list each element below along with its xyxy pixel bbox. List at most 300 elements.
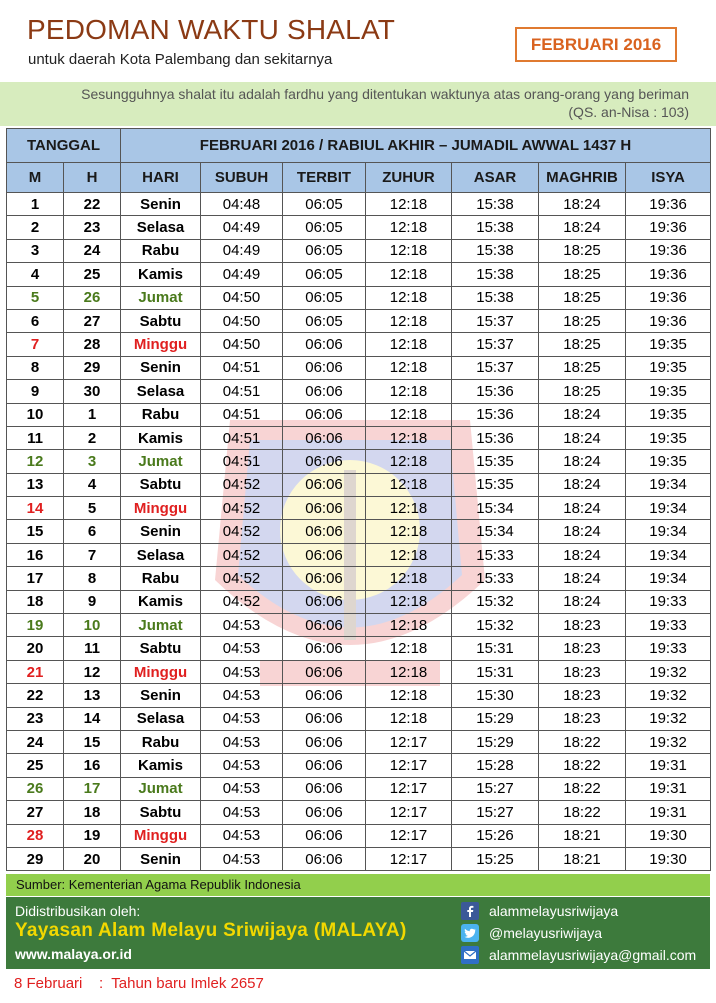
cell-maghrib: 18:24: [539, 216, 626, 239]
cell-terbit: 06:06: [283, 543, 366, 566]
cell-terbit: 06:06: [283, 777, 366, 800]
cell-m: 2: [7, 216, 64, 239]
cell-zuhur: 12:18: [366, 309, 452, 332]
table-row: [7, 754, 711, 777]
cell-maghrib: 18:24: [539, 590, 626, 613]
email-address: alammelayusriwijaya@gmail.com: [489, 947, 697, 963]
cell-zuhur: 12:18: [366, 380, 452, 403]
cell-terbit: 06:06: [283, 824, 366, 847]
cell-m: 15: [7, 520, 64, 543]
cell-terbit: 06:05: [283, 309, 366, 332]
cell-m: 27: [7, 801, 64, 824]
cell-h: 6: [64, 520, 121, 543]
cell-isya: 19:34: [626, 543, 711, 566]
cell-asar: 15:29: [452, 707, 539, 730]
cell-isya: 19:32: [626, 730, 711, 753]
cell-m: 7: [7, 333, 64, 356]
cell-subuh: 04:50: [201, 286, 283, 309]
cell-subuh: 04:50: [201, 309, 283, 332]
cell-asar: 15:32: [452, 614, 539, 637]
facebook-icon: [461, 902, 479, 920]
cell-isya: 19:34: [626, 473, 711, 496]
table-row: [7, 730, 711, 753]
header: [0, 0, 716, 82]
tanggal-header: TANGGAL: [7, 129, 121, 163]
cell-m: 26: [7, 777, 64, 800]
twitter-contact[interactable]: [461, 924, 602, 942]
cell-isya: 19:30: [626, 847, 711, 870]
cell-m: 17: [7, 567, 64, 590]
cell-terbit: 06:06: [283, 403, 366, 426]
cell-asar: 15:38: [452, 193, 539, 216]
cell-maghrib: 18:21: [539, 847, 626, 870]
cell-asar: 15:36: [452, 380, 539, 403]
cell-subuh: 04:52: [201, 520, 283, 543]
cell-asar: 15:27: [452, 777, 539, 800]
cell-asar: 15:36: [452, 426, 539, 449]
prayer-schedule-table: [6, 128, 711, 871]
verse-reference: (QS. an-Nisa : 103): [568, 104, 689, 120]
cell-h: 8: [64, 567, 121, 590]
cell-asar: 15:32: [452, 590, 539, 613]
cell-isya: 19:34: [626, 567, 711, 590]
period-header: FEBRUARI 2016 / RABIUL AKHIR – JUMADIL AWWAL 1437 H: [121, 129, 711, 163]
table-row: [7, 520, 711, 543]
column-header-terbit: TERBIT: [283, 163, 366, 193]
cell-asar: 15:38: [452, 239, 539, 262]
cell-h: 27: [64, 309, 121, 332]
column-header-h: H: [64, 163, 121, 193]
cell-subuh: 04:53: [201, 730, 283, 753]
cell-terbit: 06:06: [283, 380, 366, 403]
cell-zuhur: 12:18: [366, 286, 452, 309]
cell-terbit: 06:06: [283, 333, 366, 356]
cell-m: 23: [7, 707, 64, 730]
table-row: [7, 824, 711, 847]
cell-day: Kamis: [121, 590, 201, 613]
cell-asar: 15:38: [452, 216, 539, 239]
cell-h: 11: [64, 637, 121, 660]
cell-maghrib: 18:23: [539, 684, 626, 707]
cell-day: Selasa: [121, 707, 201, 730]
cell-day: Senin: [121, 847, 201, 870]
cell-maghrib: 18:22: [539, 730, 626, 753]
cell-subuh: 04:53: [201, 614, 283, 637]
email-contact[interactable]: [461, 946, 696, 964]
table-row: [7, 380, 711, 403]
cell-m: 21: [7, 660, 64, 683]
footer: [6, 897, 710, 969]
cell-h: 24: [64, 239, 121, 262]
cell-h: 13: [64, 684, 121, 707]
cell-day: Jumat: [121, 614, 201, 637]
cell-asar: 15:36: [452, 403, 539, 426]
cell-terbit: 06:05: [283, 286, 366, 309]
cell-zuhur: 12:18: [366, 450, 452, 473]
cell-subuh: 04:51: [201, 403, 283, 426]
cell-day: Kamis: [121, 263, 201, 286]
cell-terbit: 06:05: [283, 193, 366, 216]
cell-asar: 15:37: [452, 333, 539, 356]
cell-day: Rabu: [121, 239, 201, 262]
cell-m: 18: [7, 590, 64, 613]
cell-m: 4: [7, 263, 64, 286]
cell-subuh: 04:53: [201, 754, 283, 777]
cell-h: 5: [64, 497, 121, 520]
cell-subuh: 04:50: [201, 333, 283, 356]
cell-day: Sabtu: [121, 309, 201, 332]
cell-h: 1: [64, 403, 121, 426]
column-header-hari: HARI: [121, 163, 201, 193]
cell-subuh: 04:53: [201, 801, 283, 824]
cell-subuh: 04:52: [201, 473, 283, 496]
cell-zuhur: 12:18: [366, 520, 452, 543]
cell-day: Minggu: [121, 660, 201, 683]
table-row: [7, 590, 711, 613]
organization-name: Yayasan Alam Melayu Sriwijaya (MALAYA): [15, 920, 407, 941]
cell-subuh: 04:51: [201, 356, 283, 379]
cell-m: 24: [7, 730, 64, 753]
cell-maghrib: 18:24: [539, 426, 626, 449]
cell-subuh: 04:51: [201, 426, 283, 449]
cell-day: Senin: [121, 356, 201, 379]
page-title: PEDOMAN WAKTU SHALAT: [27, 14, 396, 45]
cell-h: 22: [64, 193, 121, 216]
cell-m: 12: [7, 450, 64, 473]
cell-zuhur: 12:18: [366, 193, 452, 216]
cell-isya: 19:32: [626, 660, 711, 683]
table-row: [7, 847, 711, 870]
cell-subuh: 04:51: [201, 450, 283, 473]
cell-m: 22: [7, 684, 64, 707]
cell-terbit: 06:06: [283, 637, 366, 660]
cell-asar: 15:38: [452, 263, 539, 286]
cell-subuh: 04:49: [201, 239, 283, 262]
cell-zuhur: 12:17: [366, 754, 452, 777]
cell-asar: 15:37: [452, 309, 539, 332]
cell-subuh: 04:52: [201, 543, 283, 566]
column-header-row: [7, 163, 711, 193]
cell-zuhur: 12:17: [366, 777, 452, 800]
table-row: [7, 660, 711, 683]
cell-isya: 19:32: [626, 684, 711, 707]
cell-h: 20: [64, 847, 121, 870]
cell-maghrib: 18:25: [539, 263, 626, 286]
cell-terbit: 06:06: [283, 426, 366, 449]
cell-isya: 19:35: [626, 403, 711, 426]
cell-m: 9: [7, 380, 64, 403]
cell-isya: 19:31: [626, 801, 711, 824]
cell-day: Jumat: [121, 450, 201, 473]
table-row: [7, 543, 711, 566]
cell-isya: 19:33: [626, 590, 711, 613]
table-row: [7, 356, 711, 379]
cell-asar: 15:29: [452, 730, 539, 753]
cell-subuh: 04:53: [201, 777, 283, 800]
cell-m: 13: [7, 473, 64, 496]
cell-m: 1: [7, 193, 64, 216]
cell-maghrib: 18:24: [539, 520, 626, 543]
cell-asar: 15:26: [452, 824, 539, 847]
cell-zuhur: 12:18: [366, 590, 452, 613]
cell-subuh: 04:52: [201, 497, 283, 520]
table-row: [7, 497, 711, 520]
cell-isya: 19:35: [626, 426, 711, 449]
cell-maghrib: 18:24: [539, 473, 626, 496]
cell-isya: 19:36: [626, 263, 711, 286]
facebook-contact[interactable]: [461, 902, 618, 920]
cell-h: 10: [64, 614, 121, 637]
cell-terbit: 06:06: [283, 567, 366, 590]
cell-subuh: 04:53: [201, 847, 283, 870]
cell-maghrib: 18:24: [539, 450, 626, 473]
cell-subuh: 04:53: [201, 824, 283, 847]
cell-maghrib: 18:23: [539, 660, 626, 683]
table-row: [7, 450, 711, 473]
cell-day: Sabtu: [121, 637, 201, 660]
cell-asar: 15:33: [452, 567, 539, 590]
cell-zuhur: 12:18: [366, 403, 452, 426]
cell-isya: 19:31: [626, 777, 711, 800]
distributed-by-label: Didistribusikan oleh:: [15, 903, 141, 919]
cell-day: Senin: [121, 193, 201, 216]
table-row: [7, 567, 711, 590]
cell-zuhur: 12:18: [366, 660, 452, 683]
table-row: [7, 614, 711, 637]
email-icon: [461, 946, 479, 964]
cell-subuh: 04:51: [201, 380, 283, 403]
verse-banner: [0, 82, 716, 126]
cell-maghrib: 18:23: [539, 614, 626, 637]
cell-maghrib: 18:24: [539, 193, 626, 216]
cell-asar: 15:25: [452, 847, 539, 870]
cell-day: Rabu: [121, 567, 201, 590]
twitter-handle: @melayusriwijaya: [489, 925, 603, 941]
cell-m: 25: [7, 754, 64, 777]
cell-m: 6: [7, 309, 64, 332]
table-row: [7, 426, 711, 449]
website-link[interactable]: www.malaya.or.id: [15, 946, 132, 962]
cell-m: 5: [7, 286, 64, 309]
cell-maghrib: 18:23: [539, 707, 626, 730]
cell-m: 19: [7, 614, 64, 637]
cell-subuh: 04:49: [201, 263, 283, 286]
cell-terbit: 06:06: [283, 847, 366, 870]
cell-maghrib: 18:24: [539, 497, 626, 520]
cell-terbit: 06:05: [283, 263, 366, 286]
cell-subuh: 04:53: [201, 707, 283, 730]
cell-isya: 19:35: [626, 333, 711, 356]
cell-h: 23: [64, 216, 121, 239]
table-row: [7, 707, 711, 730]
cell-m: 3: [7, 239, 64, 262]
cell-maghrib: 18:25: [539, 333, 626, 356]
cell-m: 10: [7, 403, 64, 426]
cell-isya: 19:36: [626, 193, 711, 216]
cell-zuhur: 12:17: [366, 801, 452, 824]
cell-asar: 15:38: [452, 286, 539, 309]
cell-zuhur: 12:18: [366, 567, 452, 590]
cell-subuh: 04:53: [201, 637, 283, 660]
cell-day: Sabtu: [121, 473, 201, 496]
cell-isya: 19:36: [626, 286, 711, 309]
table-row: [7, 309, 711, 332]
table-row: [7, 286, 711, 309]
cell-zuhur: 12:18: [366, 497, 452, 520]
cell-h: 25: [64, 263, 121, 286]
cell-subuh: 04:49: [201, 216, 283, 239]
facebook-handle: alammelayusriwijaya: [489, 903, 619, 919]
cell-terbit: 06:05: [283, 216, 366, 239]
cell-maghrib: 18:24: [539, 543, 626, 566]
cell-maghrib: 18:21: [539, 824, 626, 847]
cell-day: Minggu: [121, 824, 201, 847]
cell-terbit: 06:06: [283, 497, 366, 520]
cell-day: Minggu: [121, 497, 201, 520]
cell-maghrib: 18:22: [539, 777, 626, 800]
cell-maghrib: 18:22: [539, 801, 626, 824]
cell-subuh: 04:52: [201, 567, 283, 590]
cell-h: 28: [64, 333, 121, 356]
cell-asar: 15:30: [452, 684, 539, 707]
cell-terbit: 06:05: [283, 239, 366, 262]
cell-terbit: 06:06: [283, 707, 366, 730]
cell-isya: 19:33: [626, 614, 711, 637]
cell-isya: 19:36: [626, 239, 711, 262]
cell-h: 18: [64, 801, 121, 824]
cell-maghrib: 18:22: [539, 754, 626, 777]
cell-isya: 19:35: [626, 380, 711, 403]
cell-isya: 19:32: [626, 707, 711, 730]
cell-isya: 19:36: [626, 216, 711, 239]
cell-terbit: 06:06: [283, 614, 366, 637]
table-row: [7, 801, 711, 824]
cell-h: 9: [64, 590, 121, 613]
table-row: [7, 263, 711, 286]
column-header-maghrib: MAGHRIB: [539, 163, 626, 193]
cell-isya: 19:36: [626, 309, 711, 332]
cell-isya: 19:34: [626, 520, 711, 543]
cell-h: 3: [64, 450, 121, 473]
cell-m: 11: [7, 426, 64, 449]
cell-terbit: 06:06: [283, 801, 366, 824]
cell-isya: 19:35: [626, 450, 711, 473]
cell-h: 29: [64, 356, 121, 379]
cell-day: Kamis: [121, 754, 201, 777]
cell-h: 15: [64, 730, 121, 753]
cell-zuhur: 12:17: [366, 824, 452, 847]
cell-terbit: 06:06: [283, 520, 366, 543]
cell-day: Selasa: [121, 543, 201, 566]
cell-day: Rabu: [121, 730, 201, 753]
column-header-asar: ASAR: [452, 163, 539, 193]
table-row: [7, 637, 711, 660]
cell-day: Senin: [121, 520, 201, 543]
cell-asar: 15:34: [452, 520, 539, 543]
holiday-note: 8 Februari : Tahun baru Imlek 2657: [14, 975, 264, 992]
cell-asar: 15:27: [452, 801, 539, 824]
cell-zuhur: 12:17: [366, 847, 452, 870]
cell-asar: 15:33: [452, 543, 539, 566]
cell-terbit: 06:06: [283, 660, 366, 683]
cell-day: Kamis: [121, 426, 201, 449]
table-row: [7, 403, 711, 426]
cell-zuhur: 12:18: [366, 684, 452, 707]
cell-h: 17: [64, 777, 121, 800]
cell-h: 14: [64, 707, 121, 730]
cell-day: Rabu: [121, 403, 201, 426]
cell-terbit: 06:06: [283, 754, 366, 777]
cell-asar: 15:37: [452, 356, 539, 379]
cell-day: Minggu: [121, 333, 201, 356]
cell-zuhur: 12:18: [366, 216, 452, 239]
table-row: [7, 216, 711, 239]
cell-m: 14: [7, 497, 64, 520]
cell-h: 26: [64, 286, 121, 309]
cell-day: Selasa: [121, 216, 201, 239]
cell-m: 29: [7, 847, 64, 870]
cell-h: 16: [64, 754, 121, 777]
page-subtitle: untuk daerah Kota Palembang dan sekitarnya: [28, 51, 333, 68]
cell-isya: 19:31: [626, 754, 711, 777]
cell-h: 19: [64, 824, 121, 847]
cell-m: 28: [7, 824, 64, 847]
month-badge: FEBRUARI 2016: [515, 27, 677, 62]
cell-zuhur: 12:18: [366, 356, 452, 379]
cell-isya: 19:33: [626, 637, 711, 660]
cell-zuhur: 12:17: [366, 730, 452, 753]
cell-m: 20: [7, 637, 64, 660]
cell-asar: 15:28: [452, 754, 539, 777]
cell-h: 4: [64, 473, 121, 496]
cell-isya: 19:34: [626, 497, 711, 520]
table-row: [7, 239, 711, 262]
cell-maghrib: 18:25: [539, 286, 626, 309]
cell-day: Senin: [121, 684, 201, 707]
cell-maghrib: 18:24: [539, 567, 626, 590]
cell-h: 7: [64, 543, 121, 566]
column-header-zuhur: ZUHUR: [366, 163, 452, 193]
cell-asar: 15:31: [452, 637, 539, 660]
cell-subuh: 04:53: [201, 660, 283, 683]
cell-asar: 15:31: [452, 660, 539, 683]
cell-maghrib: 18:25: [539, 356, 626, 379]
cell-subuh: 04:48: [201, 193, 283, 216]
cell-day: Jumat: [121, 777, 201, 800]
cell-terbit: 06:06: [283, 684, 366, 707]
cell-maghrib: 18:23: [539, 637, 626, 660]
cell-maghrib: 18:25: [539, 309, 626, 332]
cell-maghrib: 18:25: [539, 239, 626, 262]
column-header-subuh: SUBUH: [201, 163, 283, 193]
table-row: [7, 684, 711, 707]
cell-terbit: 06:06: [283, 590, 366, 613]
cell-m: 16: [7, 543, 64, 566]
cell-day: Sabtu: [121, 801, 201, 824]
cell-m: 8: [7, 356, 64, 379]
cell-day: Jumat: [121, 286, 201, 309]
table-row: [7, 777, 711, 800]
cell-maghrib: 18:25: [539, 380, 626, 403]
column-header-isya: ISYA: [626, 163, 711, 193]
cell-subuh: 04:52: [201, 590, 283, 613]
table-row: [7, 473, 711, 496]
cell-h: 30: [64, 380, 121, 403]
cell-zuhur: 12:18: [366, 614, 452, 637]
cell-isya: 19:30: [626, 824, 711, 847]
table-row: [7, 333, 711, 356]
cell-terbit: 06:06: [283, 473, 366, 496]
